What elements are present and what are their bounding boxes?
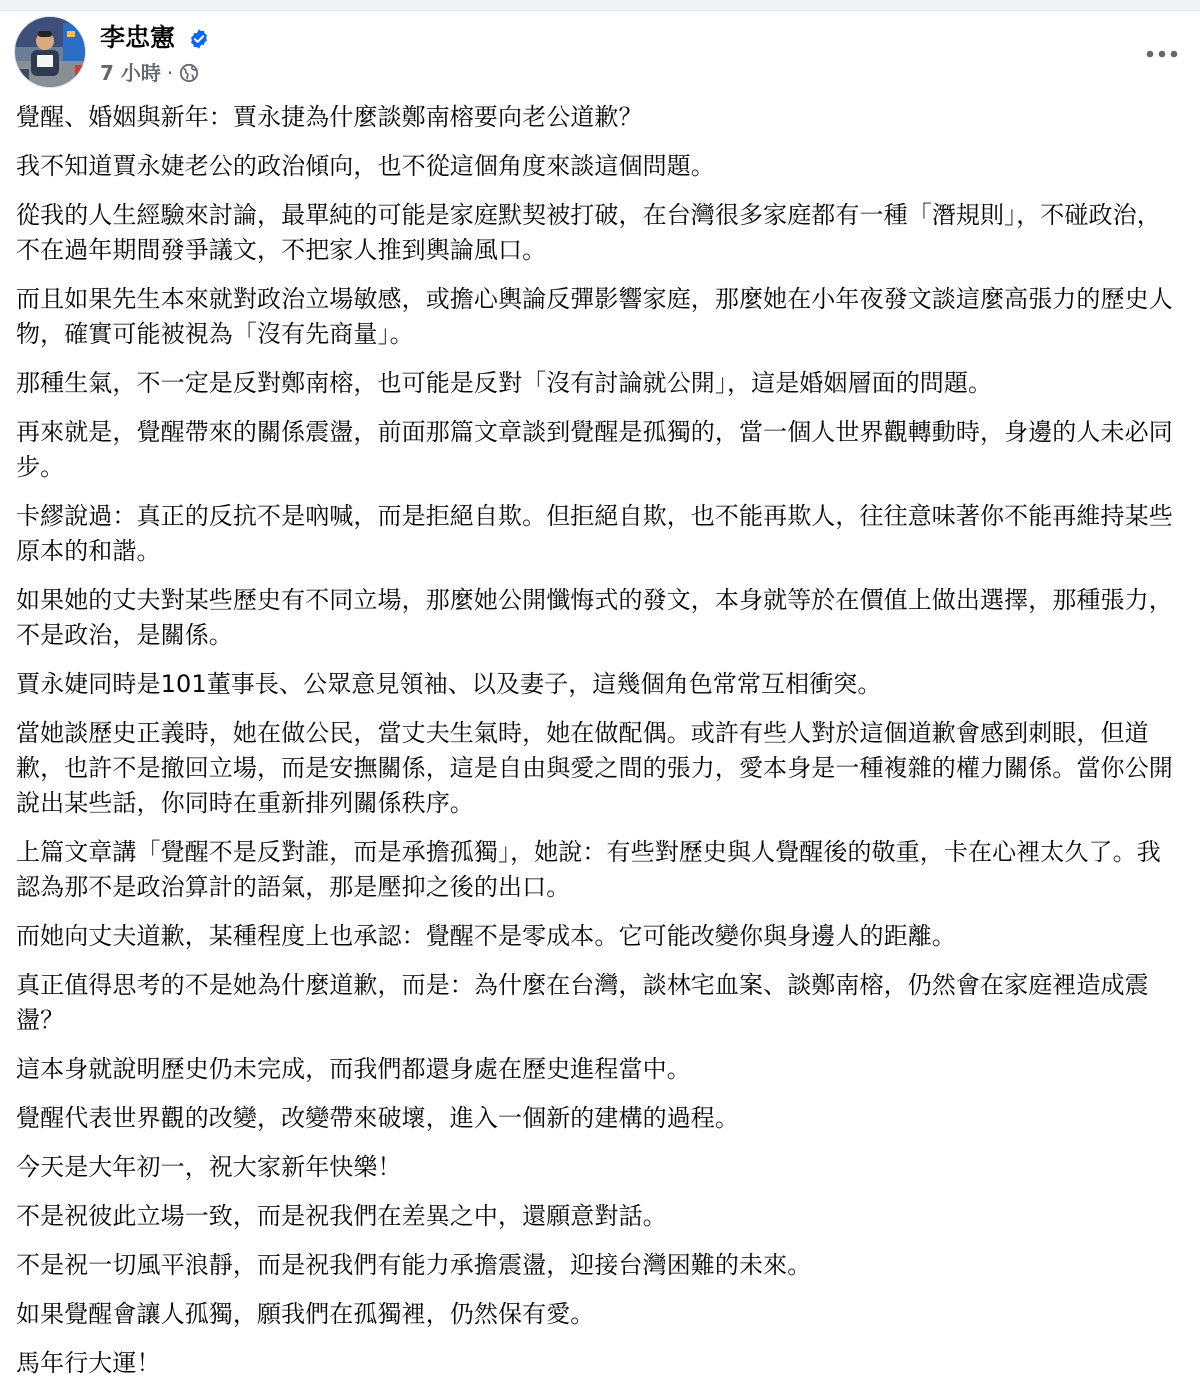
post-paragraph: 不是祝一切風平浪靜，而是祝我們有能力承擔震盪，迎接台灣困難的未來。 <box>16 1251 812 1279</box>
verified-badge-icon <box>188 28 210 50</box>
facebook-post <box>0 11 1200 1397</box>
post-text <box>16 100 1180 1395</box>
post-paragraph: 那種生氣，不一定是反對鄭南榕，也可能是反對「沒有討論就公開」，這是婚姻層面的問題。 <box>16 369 993 397</box>
post-paragraph: 再來就是，覺醒帶來的關係震盪，前面那篇文章談到覺醒是孤獨的，當一個人世界觀轉動時，身邊的人未必同步。 <box>16 418 1173 481</box>
post-paragraph: 上篇文章講「覺醒不是反對誰，而是承擔孤獨」，她說：有些對歷史與人覺醒後的敬重，卡在心裡太久了。我認為那不是政治算計的語氣，那是壓抑之後的出口。 <box>16 838 1161 901</box>
post-options-button[interactable] <box>1138 30 1186 78</box>
post-paragraph: 馬年行大運！ <box>16 1349 161 1377</box>
post-timestamp[interactable]: 7 小時 <box>100 61 161 85</box>
globe-icon[interactable] <box>179 63 199 83</box>
post-paragraph: 覺醒代表世界觀的改變，改變帶來破壞，進入一個新的建構的過程。 <box>16 1104 739 1132</box>
post-paragraph: 賈永婕同時是101董事長、公眾意見領袖、以及妻子，這幾個角色常常互相衝突。 <box>16 670 882 698</box>
post-paragraph: 覺醒、婚姻與新年：賈永捷為什麼談鄭南榕要向老公道歉？ <box>16 103 643 131</box>
avatar-photo <box>15 17 86 88</box>
post-paragraph: 卡繆說過：真正的反抗不是吶喊，而是拒絕自欺。但拒絕自欺，也不能再欺人，往往意味著你不能再維持某些原本的和諧。 <box>16 502 1173 565</box>
post-paragraph: 而她向丈夫道歉，某種程度上也承認：覺醒不是零成本。它可能改變你與身邊人的距離。 <box>16 922 956 950</box>
post-paragraph: 真正值得思考的不是她為什麼道歉，而是：為什麼在台灣，談林宅血案、談鄭南榕，仍然會在家庭裡造成震盪？ <box>16 971 1149 1034</box>
post-paragraph: 不是祝彼此立場一致，而是祝我們在差異之中，還願意對話。 <box>16 1202 667 1230</box>
feed-background-strip <box>0 0 1200 11</box>
post-paragraph: 而且如果先生本來就對政治立場敏感，或擔心輿論反彈影響家庭，那麼她在小年夜發文談這麼高張力的歷史人物，確實可能被視為「沒有先商量」。 <box>16 285 1173 348</box>
post-paragraph: 從我的人生經驗來討論，最單純的可能是家庭默契被打破，在台灣很多家庭都有一種「潛規則」，不碰政治，不在過年期間發爭議文，不把家人推到輿論風口。 <box>16 201 1161 264</box>
post-header <box>14 16 1186 92</box>
post-paragraph: 我不知道賈永婕老公的政治傾向，也不從這個角度來談這個問題。 <box>16 152 715 180</box>
meta-separator: · <box>166 61 174 85</box>
post-paragraph: 當她談歷史正義時，她在做公民，當丈夫生氣時，她在做配偶。或許有些人對於這個道歉會感到刺眼，但道歉，也許不是撤回立場，而是安撫關係，這是自由與愛之間的張力，愛本身是一種複雜的權力關係。當你公開說出某些話，你同時在重新排列關係秩序。 <box>16 719 1173 817</box>
author-avatar[interactable] <box>14 16 86 88</box>
author-name[interactable]: 李忠憲 <box>100 23 176 52</box>
post-meta <box>100 60 199 86</box>
post-paragraph: 如果她的丈夫對某些歷史有不同立場，那麼她公開懺悔式的發文，本身就等於在價值上做出選擇，那種張力，不是政治，是關係。 <box>16 586 1173 649</box>
post-paragraph: 這本身就說明歷史仍未完成，而我們都還身處在歷史進程當中。 <box>16 1055 691 1083</box>
post-paragraph: 今天是大年初一，祝大家新年快樂！ <box>16 1153 402 1181</box>
more-horizontal-icon <box>1146 50 1178 58</box>
post-paragraph: 如果覺醒會讓人孤獨，願我們在孤獨裡，仍然保有愛。 <box>16 1300 595 1328</box>
